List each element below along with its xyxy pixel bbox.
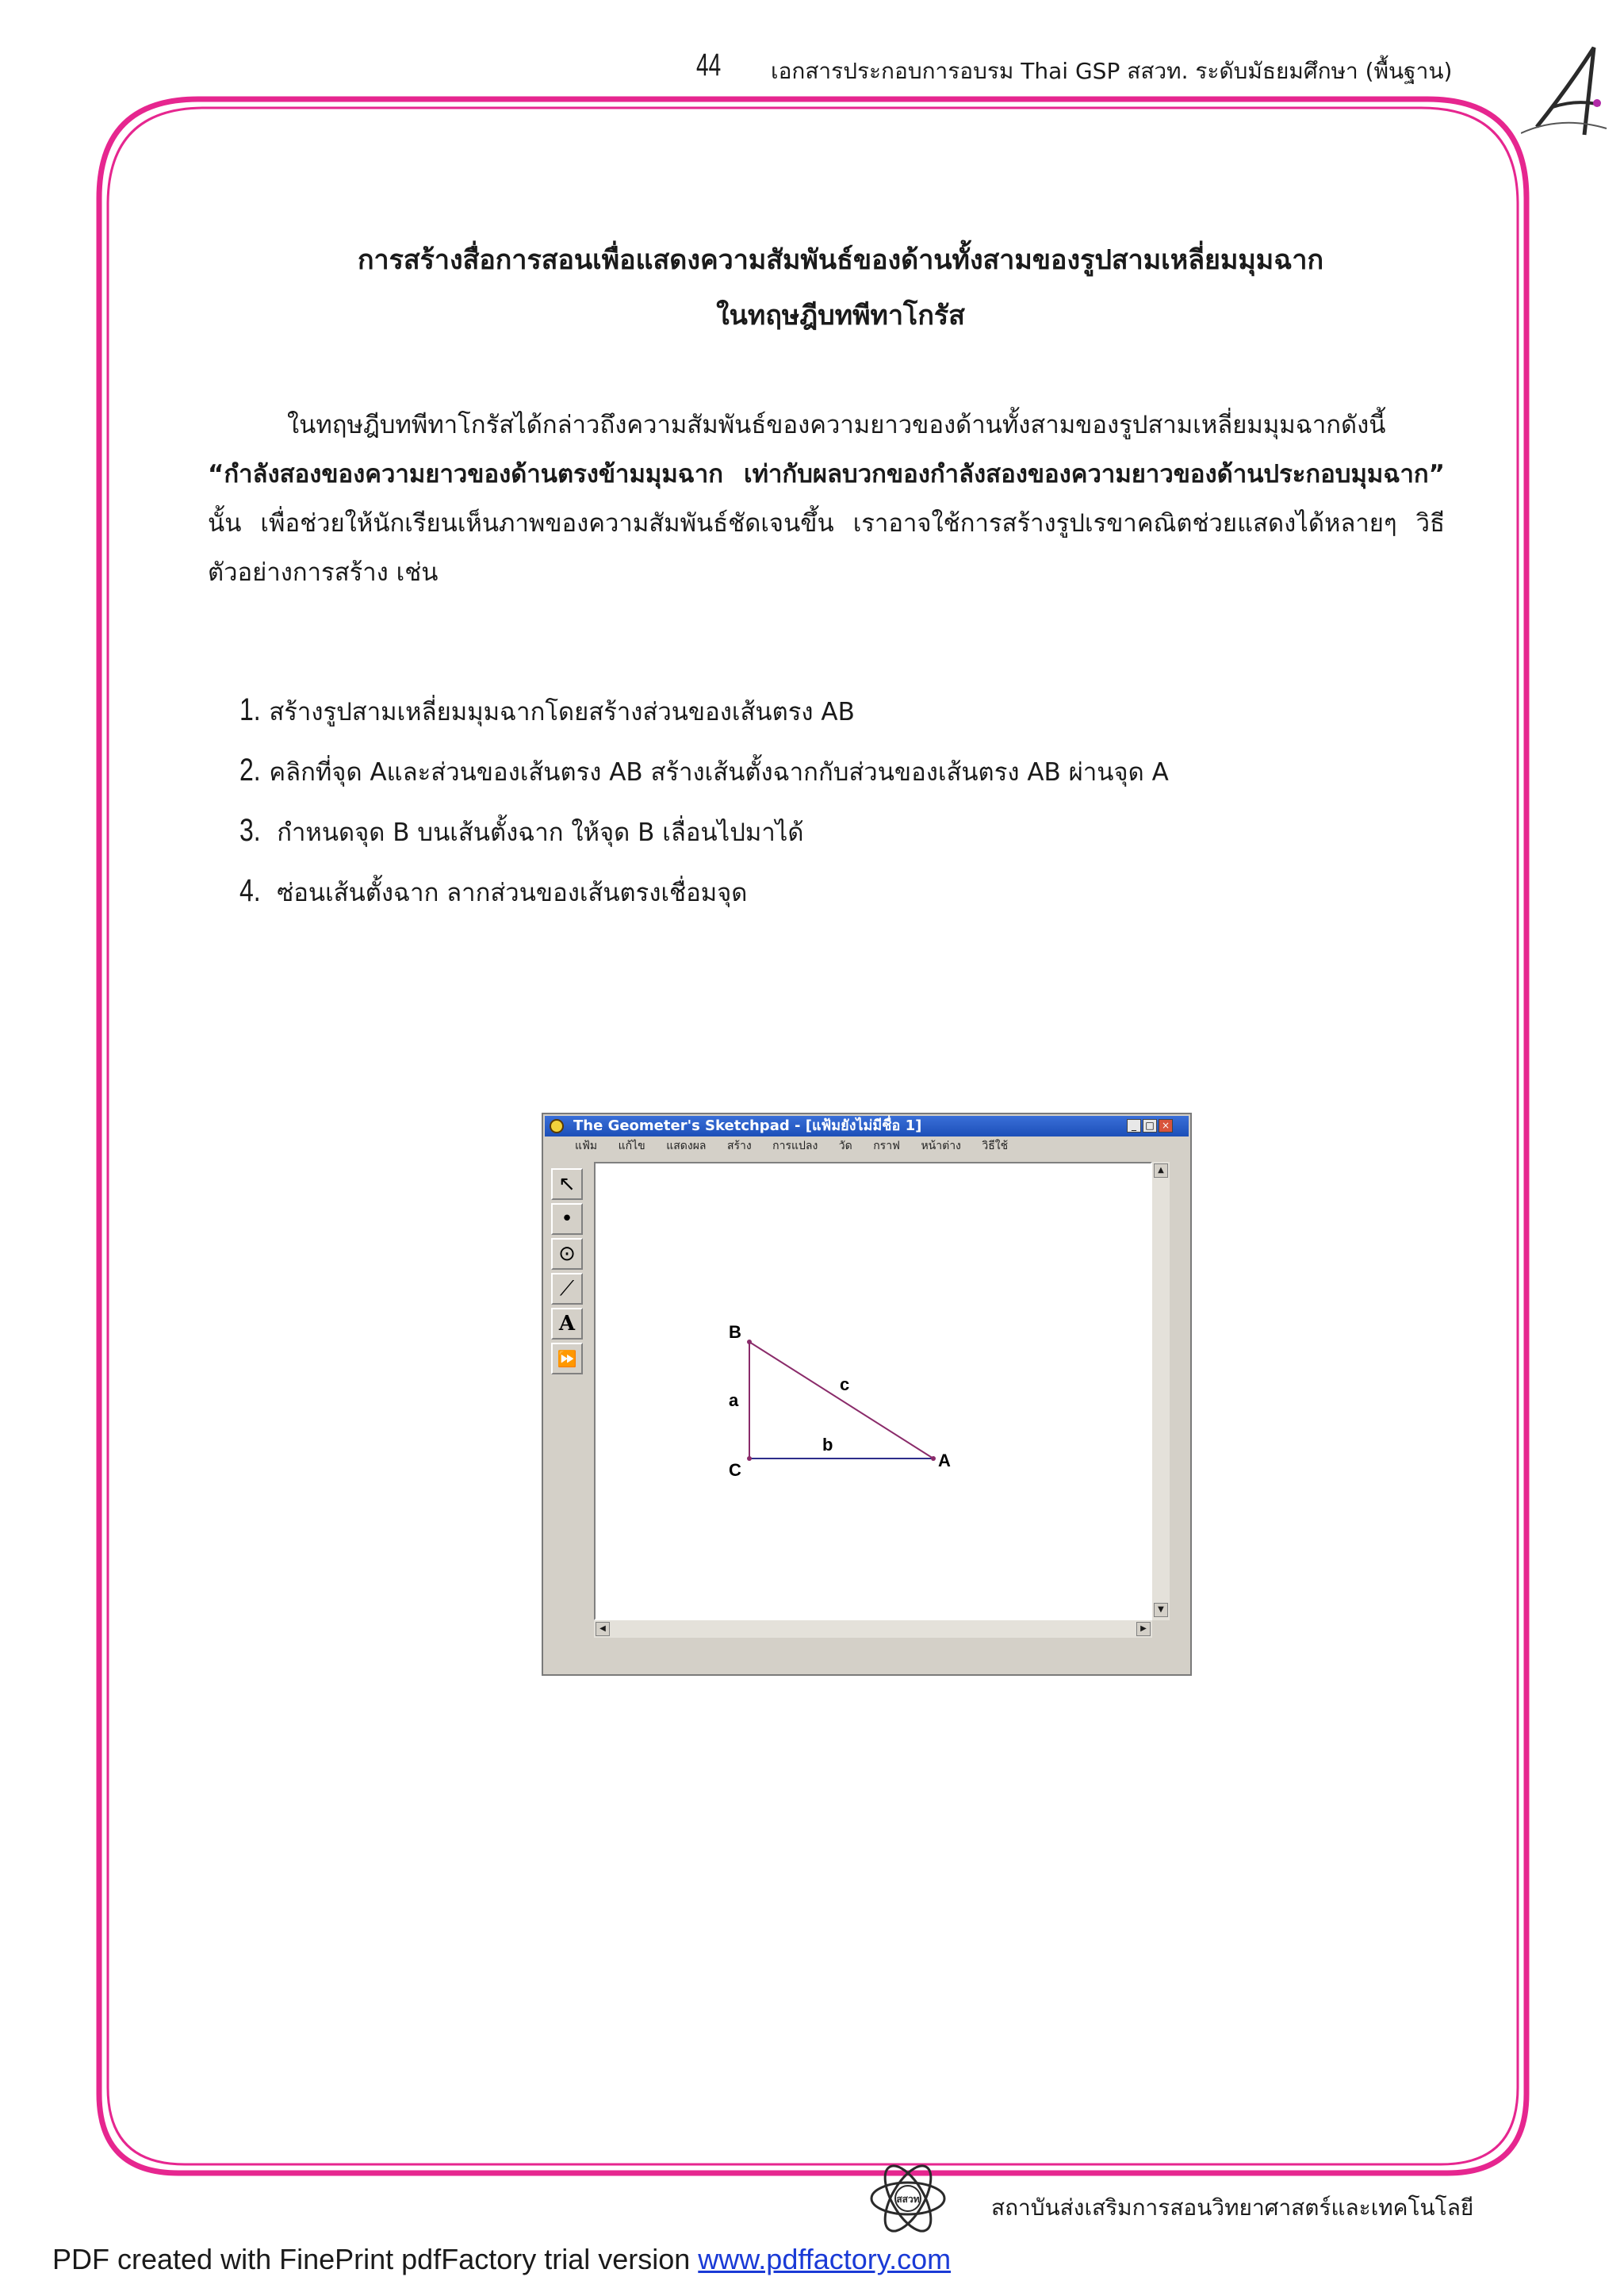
pdf-watermark [52,2243,951,2276]
side-a-label: a [729,1390,739,1410]
side-c-label: c [840,1374,850,1394]
menu-item: การแปลง [772,1140,818,1152]
point-c-label: C [729,1460,741,1480]
step-item [239,872,747,912]
point-c-marker [747,1456,752,1461]
point-a-marker [931,1456,936,1461]
step-text: กำหนดจุด B บนเส้นตั้งฉาก ให้จุด B เลื่อนไปมาได้ [269,818,804,847]
scroll-right-icon: ▶ [1136,1622,1151,1636]
gsp-window-title: The Geometer's Sketchpad - [แฟ้มยังไม่มีชื่อ 1] [545,1116,1189,1137]
minimize-icon: _ [1127,1119,1141,1133]
gsp-toolbox [551,1168,583,1371]
point-b-marker [747,1340,752,1344]
intro-paragraph [208,401,1445,597]
gsp-sketch-canvas [594,1162,1152,1620]
scroll-up-icon: ▲ [1154,1163,1168,1178]
step-item [239,812,804,852]
side-c-segment [749,1342,933,1458]
side-b-label: b [822,1435,833,1455]
horizontal-scrollbar [594,1620,1152,1638]
arrow-select-icon: ↖ [551,1168,583,1200]
menu-item: หน้าต่าง [921,1140,961,1152]
gsp-status-bar [545,1644,1189,1673]
maximize-icon: □ [1143,1119,1157,1133]
seal-text: สสวท [896,2194,920,2205]
intro-quote: “กำลังสองของความยาวของด้านตรงข้ามมุมฉาก เท่ากับผลบวกของกำลังสองของความยาวของด้านประกอบมุมฉาก” [208,460,1445,489]
menu-item: สร้าง [726,1140,752,1152]
document-title-line-2: ในทฤษฎีบทพีทาโกรัส [716,300,965,332]
menu-item: กราฟ [873,1140,900,1152]
intro-tail: นั้น เพื่อช่วยให้นักเรียนเห็นภาพของความสัมพันธ์ชัดเจนขึ้น เราอาจใช้การสร้างรูปเรขาคณิตช่วยแสดงได้หลายๆ วิธี ตัวอย่างการสร้าง เช่น [208,509,1445,587]
intro-lead: ในทฤษฎีบทพีทาโกรัสได้กล่าวถึงความสัมพันธ์ของความยาวของด้านทั้งสามของรูปสามเหลี่ยมมุมฉากดังนี้ [287,411,1386,439]
header-title: เอกสารประกอบการอบรม Thai GSP สสวท. ระดับมัธยมศึกษา (พื้นฐาน) [771,58,1453,84]
menu-item: แฟ้ม [575,1140,598,1152]
step-number: 2. [239,753,261,788]
custom-tool-icon: ⏩ [551,1343,583,1374]
menu-item: วิธีใช้ [982,1140,1009,1152]
pdf-note: PDF created with FinePrint pdfFactory trial version [52,2243,699,2275]
point-b-label: B [729,1322,741,1342]
scroll-down-icon: ▼ [1154,1603,1168,1617]
page-number: 44 [696,48,722,82]
straightedge-tool-icon: ⟋ [551,1273,583,1305]
close-icon: × [1159,1119,1173,1133]
step-text: สร้างรูปสามเหลี่ยมมุมฉากโดยสร้างส่วนของเส้นตรง AB [269,698,855,726]
gsp-app-icon [550,1119,564,1133]
point-a-label: A [938,1451,951,1470]
ipst-seal-icon [864,2159,952,2238]
text-tool-icon: A [551,1308,583,1340]
menu-item: แก้ไข [618,1140,645,1152]
scroll-left-icon: ◀ [596,1622,610,1636]
step-item [239,692,855,731]
document-title-line-1: การสร้างสื่อการสอนเพื่อแสดงความสัมพันธ์ของด้านทั้งสามของรูปสามเหลี่ยมมุมฉาก [357,244,1324,276]
step-number: 3. [239,813,261,848]
step-number: 4. [239,873,261,908]
menu-item: แสดงผล [666,1140,707,1152]
gsp-menu-bar [545,1137,1189,1156]
menu-item: วัด [838,1140,852,1152]
pdffactory-link[interactable]: www.pdffactory.com [698,2243,952,2275]
right-triangle-figure [596,1163,1151,1619]
gsp-screenshot [542,1113,1192,1676]
compass-tool-icon: ⊙ [551,1238,583,1270]
vertical-scrollbar [1152,1162,1170,1620]
stylized-letter-a-logo-icon [1521,40,1608,151]
step-text: คลิกที่จุด Aและส่วนของเส้นตรง AB สร้างเส้นตั้งฉากกับส่วนของเส้นตรง AB ผ่านจุด A [269,758,1169,787]
institute-name: สถาบันส่งเสริมการสอนวิทยาศาสตร์และเทคโนโลยี [991,2194,1474,2221]
step-item [239,752,1169,792]
step-text: ซ่อนเส้นตั้งฉาก ลากส่วนของเส้นตรงเชื่อมจุด [269,879,748,907]
point-tool-icon: • [551,1203,583,1235]
step-number: 1. [239,692,261,727]
